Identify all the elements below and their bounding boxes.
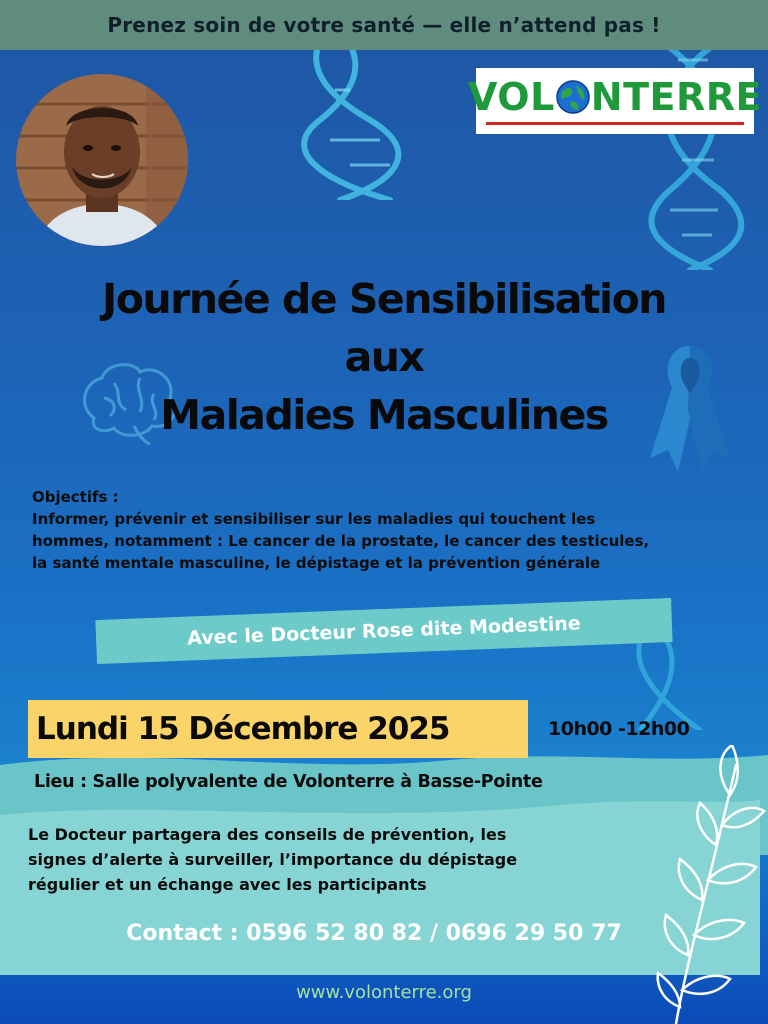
event-time: 10h00 -12h00 xyxy=(548,718,690,740)
title-line-1: Journée de Sensibilisation xyxy=(102,275,666,323)
description-line-2: signes d’alerte à surveiller, l’importance du dépistage xyxy=(28,850,518,869)
doctor-portrait-icon xyxy=(16,74,188,246)
volonterre-logo xyxy=(468,68,762,134)
objectives-line-3: la santé mentale masculine, le dépistage et la prévention générale xyxy=(32,554,601,572)
date-box xyxy=(28,700,528,758)
logo-underline xyxy=(486,122,744,125)
doctor-text: Avec le Docteur Rose dite Modestine xyxy=(186,612,582,650)
objectives-line-2: hommes, notamment : Le cancer de la prostate, le cancer des testicules, xyxy=(32,532,650,550)
event-date: Lundi 15 Décembre 2025 xyxy=(36,711,450,747)
objectives-block xyxy=(32,486,752,574)
event-location: Lieu : Salle polyvalente de Volonterre à Basse-Pointe xyxy=(34,772,543,792)
title-line-3: Maladies Masculines xyxy=(160,391,608,439)
description-line-1: Le Docteur partagera des conseils de prévention, les xyxy=(28,825,507,844)
doctor-band xyxy=(95,598,672,664)
event-description xyxy=(28,822,628,897)
website-link[interactable]: www.volonterre.org xyxy=(296,982,472,1003)
logo-text-part1: VOL xyxy=(468,74,555,119)
title-line-2: aux xyxy=(344,333,424,381)
globe-icon xyxy=(556,80,590,114)
banner-text: Prenez soin de votre santé — elle n’attend pas ! xyxy=(107,13,661,37)
logo-text-part2: NTERRE xyxy=(590,74,762,119)
objectives-line-1: Informer, prévenir et sensibiliser sur les maladies qui touchent les xyxy=(32,510,596,528)
doctor-photo xyxy=(16,74,188,246)
top-banner xyxy=(0,0,768,50)
event-title xyxy=(0,270,768,444)
contact-info: Contact : 0596 52 80 82 / 0696 29 50 77 xyxy=(126,921,622,946)
objectives-heading: Objectifs : xyxy=(32,488,119,506)
description-line-3: régulier et un échange avec les participants xyxy=(28,875,427,894)
